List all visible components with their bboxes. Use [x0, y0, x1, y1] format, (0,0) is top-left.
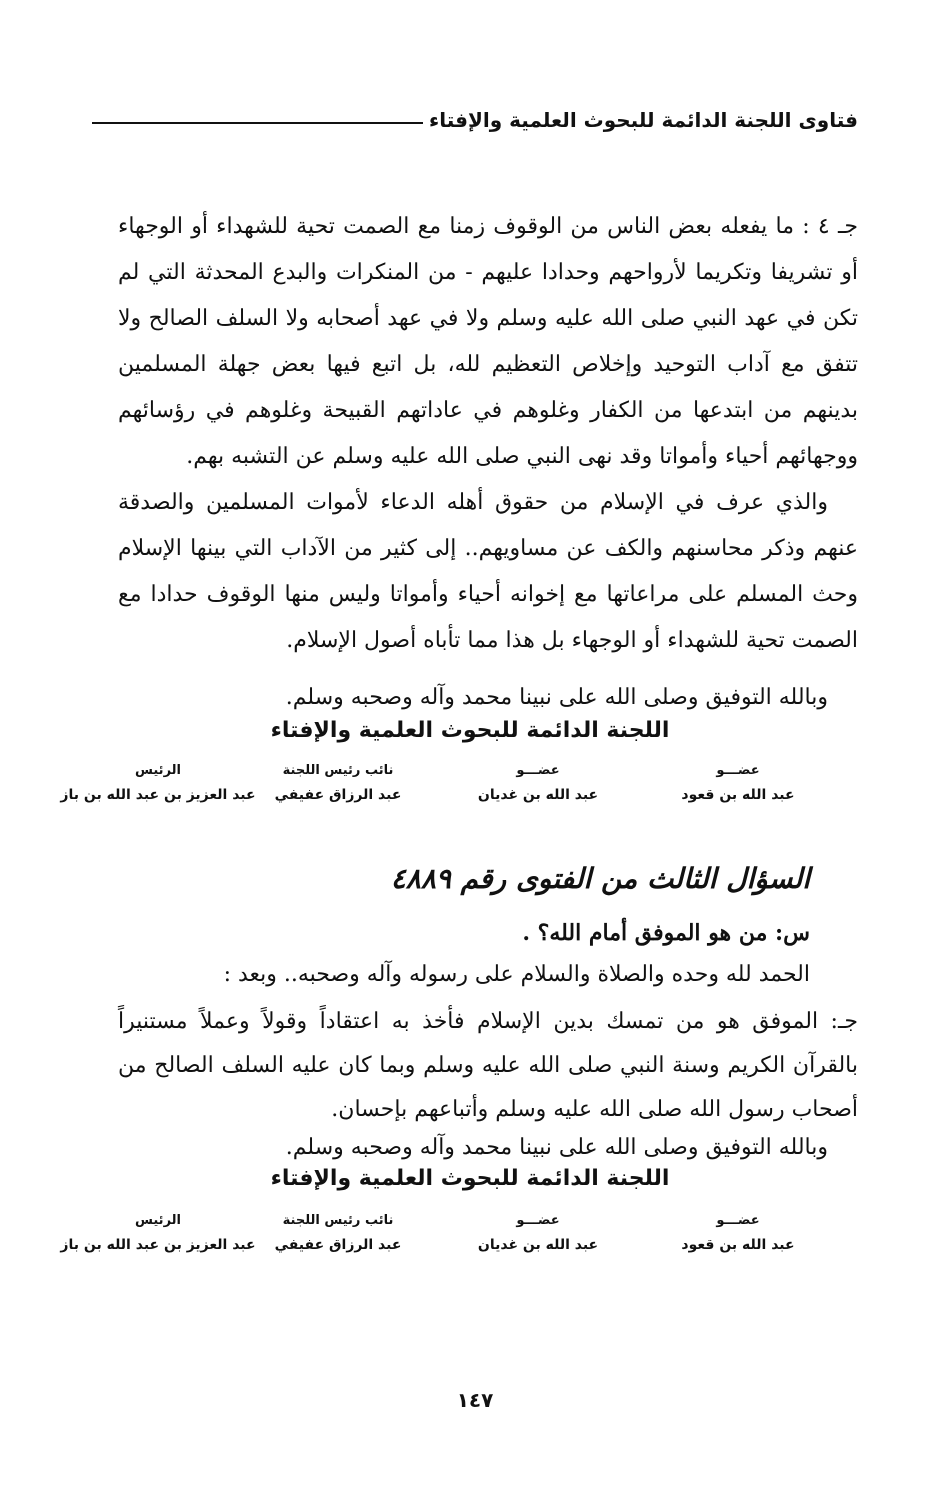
signature-name: عبد الله بن قعود [681, 787, 795, 803]
answer-4-paragraph-1: جـ ٤ : ما يفعله بعض الناس من الوقوف زمنا مع الصمت تحية للشهداء أو الوجهاء أو تشريفا وتكريما لأرواحهم وحدادا عليهم - من المنكرات والبدع المحدثة التي لم تكن في عهد النبي صلى الله عليه وسلم ولا في عهد أصحابه ولا السلف الصالح ولا تتفق مع آداب التوحيد وإخلاص التعظيم لله، بل اتبع فيها بعض جهلة المسلمين بدينهم من ابتدعها من الكفار وغلوهم في عاداتهم القبيحة وغلوهم في رؤسائهم ووجهائهم أحياء وأمواتا وقد نهى النبي صلى الله عليه وسلم عن التشبه بهم. [118, 214, 858, 469]
signature-role: عضـــو [716, 763, 760, 778]
signature-role: الرئيس [135, 1213, 181, 1228]
signature-name: عبد الرزاق عفيفي [274, 787, 402, 803]
signature-name: عبد الله بن غديان [477, 787, 599, 803]
signature-name: عبد الله بن قعود [681, 1237, 795, 1253]
page-number: ١٤٧ [456, 1388, 494, 1412]
question-3-heading: السؤال الثالث من الفتوى رقم ٤٨٨٩ [390, 862, 810, 895]
running-header [92, 90, 858, 134]
signature-member-2 [468, 1210, 608, 1258]
answer-4-paragraph-2: والذي عرف في الإسلام من حقوق أهله الدعاء لأموات المسلمين والصدقة عنهم وذكر محاسنهم والكف عن مساويهم.. إلى كثير من الآداب التي بينها الإسلام وحث المسلم على مراعاتها مع إخوانه أحياء وأمواتا وليس منها الوقوف حدادا مع الصمت تحية للشهداء أو الوجهاء بل هذا مما تأباه أصول الإسلام. [118, 490, 858, 653]
question-3-text: س: من هو الموفق أمام الله؟ . [522, 920, 810, 946]
signature-deputy [268, 1210, 408, 1258]
signature-member-1 [678, 760, 798, 808]
signature-name: عبد العزيز بن عبد الله بن باز [60, 787, 256, 803]
question-3-praise: الحمد لله وحده والصلاة والسلام على رسوله وآله وصحبه.. وبعد : [223, 962, 810, 987]
committee-name-2: اللجنة الدائمة للبحوث العلمية والإفتاء [270, 1166, 670, 1191]
signature-chairman [58, 1210, 258, 1258]
signature-role: عضـــو [516, 763, 560, 778]
header-rule [92, 122, 423, 124]
signature-role: عضـــو [716, 1213, 760, 1228]
answer-4-block [118, 204, 858, 664]
signature-block-2 [60, 1210, 798, 1270]
closing-line-1: وبالله التوفيق وصلى الله على نبينا محمد وآله وصحبه وسلم. [285, 685, 828, 710]
signature-role: عضـــو [516, 1213, 560, 1228]
signature-role: نائب رئيس اللجنة [282, 1213, 394, 1228]
signature-name: عبد العزيز بن عبد الله بن باز [60, 1237, 256, 1253]
signature-member-1 [678, 1210, 798, 1258]
committee-name-1: اللجنة الدائمة للبحوث العلمية والإفتاء [270, 718, 670, 743]
signature-role: نائب رئيس اللجنة [282, 763, 394, 778]
closing-line-2: وبالله التوفيق وصلى الله على نبينا محمد وآله وصحبه وسلم. [285, 1135, 828, 1160]
signature-block-1 [60, 760, 798, 820]
signature-name: عبد الرزاق عفيفي [274, 1237, 402, 1253]
signature-role: الرئيس [135, 763, 181, 778]
signature-member-2 [468, 760, 608, 808]
header-title: فتاوى اللجنة الدائمة للبحوث العلمية والإفتاء [429, 108, 858, 132]
question-3-answer: جـ: الموفق هو من تمسك بدين الإسلام فأخذ به اعتقاداً وقولاً وعملاً مستنيراً بالقرآن الكريم وسنة النبي صلى الله عليه وسلم وبما كان عليه السلف الصالح من أصحاب رسول الله صلى الله عليه وسلم وأتباعهم بإحسان. [118, 1009, 858, 1122]
signature-name: عبد الله بن غديان [477, 1237, 599, 1253]
signature-deputy [268, 760, 408, 808]
signature-chairman [58, 760, 258, 808]
